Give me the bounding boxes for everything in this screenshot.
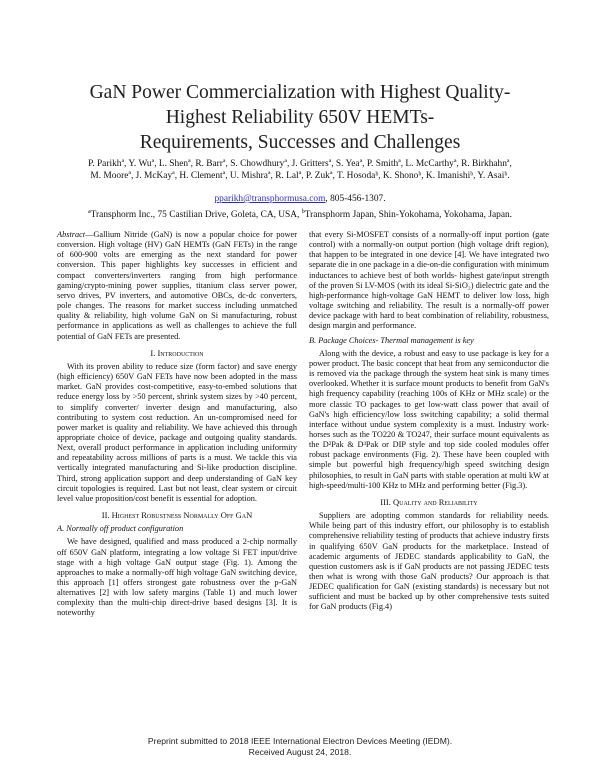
abstract-text: —Gallium Nitride (GaN) is now a popular choice for power conversion. High voltage (HV) GaN HEMTs (GaN FETs) in the range of 600-900 volts are emerging as the next standard for power conversion. This paper highlights key successes in efficient and compact converters/inverters ranging from high performance gaming/crypto-mining power supplies, titanium class server power, servo drives, PV inverters, and automotive OBCs, dc-dc converters, pole changes. The reasons for market success including unmatched quality & reliability, high volume GaN on Si manufacturing, robust performance in applications as well as challenges to achieve the full potential of GaN FETs are presented. bbox=[57, 230, 297, 341]
contact-line bbox=[46, 194, 554, 204]
footer-line-1: Preprint submitted to 2018 IEEE International Electron Devices Meeting (IEDM). bbox=[147, 736, 453, 746]
subsection-a-heading: A. Normally off product configuration bbox=[57, 524, 184, 534]
author-email-link[interactable]: pparikh@transphormusa.com bbox=[214, 194, 326, 204]
title-line-1: GaN Power Commercialization with Highest Quality- bbox=[89, 82, 511, 103]
authors-line-2: M. Mooreª, J. McKayª, H. Clementª, U. Mishraª, R. Lalª, P. Zukª, T. Hosodaᵇ, K. Shonoᵇ, K. Imanishiᵇ, Y. Asaiᵇ. bbox=[90, 171, 510, 181]
title-line-2: Highest Reliability 650V HEMTs- bbox=[165, 107, 435, 128]
subsection-b-text: Along with the device, a robust and easy to use package is key for a power product. The basic concept that heat from any semiconductor die is removed via the package through the system heat sink is many times overlooked. Whether it is surface mount products to benefit from GaN's high frequency capability (reaching 100s of KHz or MHz scale) or the more classic TO packages to get low-watt class power that avail of GaN's high efficiency/low loss switching capability; a solid thermal interface without undue system complexity is a must. Industry work-horses such as the TO220 & TO247, their surface mount equivalents as the D²Pak & D³Pak or DIP style and top side cooled modules offer robust package environments (Fig. 2). These have been coupled with simple but powerful high frequency/high speed switching design philosophies, to result in GaN parts with stable operation at multi kW at high-speed/multi-100 KHz to MHz and performing better (Fig.3). bbox=[309, 348, 549, 490]
subsection-a-text: We have designed, qualified and mass produced a 2-chip normally off 650V GaN platform, integrating a low voltage Si FET input/drive stage with a high voltage GaN output stage (Fig. 1). Among the approaches to make a normally-off high voltage GaN switching device, this approach [1] offers strongest gate robustness over the p-GaN alternatives [2] with low safety margins (Table 1) and much lower complexity than the multi-chip direct-drive based designs [3]. It is noteworthy bbox=[57, 537, 297, 618]
section-3-heading: III. Quality and Reliability bbox=[380, 496, 478, 507]
affiliation-b: Transphorm Japan, Shin-Yokohama, Yokohama, Japan. bbox=[304, 210, 513, 221]
section-2-heading: II. Highest Robustness Normally Off GaN bbox=[101, 510, 253, 521]
section-1-text: With its proven ability to reduce size (form factor) and save energy (high efficiency) 650V GaN FETs have now been adopted in the mass market. GaN provides cost-competitive, easy-to-embed solutions that reduce energy loss by >50 percent, shrink system sizes by >40 percent, to simplify converter/ inverter design and manufacturing, also contributing to system cost reduction. An un-compromised need for power market is quality and reliability. We have achieved this through appropriate choice of device, package and outgoing quality standards. Next, overall product performance in application including uniformity and repeatability across millions of parts is a must. We tackle this via vertically integrated manufacturing and Si-like production discipline. Third, strong application support and deep understanding of GaN key circuit topologies is required. Last but not least, clear system or circuit level value proposition/cost benefit is essential for adoption. bbox=[57, 361, 297, 503]
title-line-3: Requirements, Successes and Challenges bbox=[139, 132, 461, 153]
footer-line-2: Received August 24, 2018. bbox=[248, 747, 352, 757]
right-column bbox=[309, 230, 549, 613]
preprint-footer bbox=[100, 736, 500, 758]
section-1-heading: I. Introduction bbox=[150, 347, 204, 358]
continued-text: that every Si-MOSFET consists of a normally-off input portion (gate control) with a normally-on output portion (high voltage drift region), that happen to be integrated in one device [4]. We have integrated two separate die in one package in a die-on-die configuration with minimum inductances to achieve best of both worlds- highest gate/input strength of the proven Si LV-MOS (with its ideal Si-SiO₂) dielectric gate and the high-performance high-voltage GaN HEMT to deliver low loss, high voltage switching and reliability. The result is a normally-off power device package with hard to beat combination of reliability, robustness, design margin and performance. bbox=[309, 230, 549, 331]
abstract-label: Abstract bbox=[57, 230, 86, 239]
affiliation-a: Transphorm Inc., 75 Castilian Drive, Goleta, CA, USA, bbox=[90, 210, 300, 221]
authors-line-1: P. Parikhª, Y. Wuª, L. Shenª, R. Barrª, S. Chowdhuryª, J. Grittersª, S. Yeaª, P. Smithª, L. McCarthyª, R. Birkhahnª, bbox=[88, 159, 512, 169]
affiliations bbox=[40, 209, 560, 220]
subsection-b-heading: B. Package Choices- Thermal management is key bbox=[309, 335, 474, 345]
abstract bbox=[57, 230, 297, 342]
author-phone: , 805-456-1307. bbox=[325, 194, 386, 204]
paper-title bbox=[30, 80, 570, 155]
section-3-text: Suppliers are adopting common standards for reliability needs. While being part of this industry effort, our philosophy is to establish comprehensive reliability testing of products that achieve industry firsts in qualifying 650V GaN products for the marketplace. Instead of academic arguments of JEDEC standards applicability to GaN, the question customers ask is if GaN products are not passing JEDEC tests then what is wrong with those GaN products? Our approach is that JEDEC qualification for GaN (existing standards) is necessary but not sufficient and must be backed up by other comprehensive tests suited for GaN products (Fig.4) bbox=[309, 511, 549, 612]
author-list bbox=[46, 158, 554, 182]
affiliation-a-mark: a bbox=[87, 209, 91, 215]
affiliation-b-mark: b bbox=[301, 209, 305, 215]
left-column bbox=[57, 230, 297, 619]
